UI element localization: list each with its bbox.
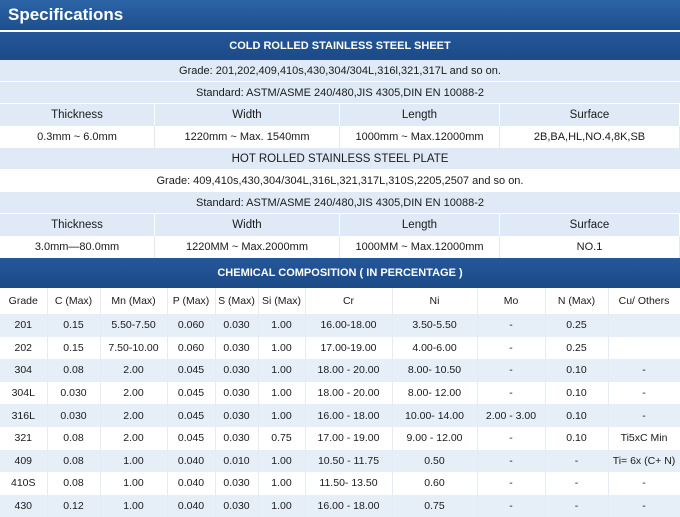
cell-cr: 11.50- 13.50 <box>305 472 392 495</box>
cell-s: 0.010 <box>215 450 258 473</box>
cell-grade: 304 <box>0 359 47 382</box>
cell-s: 0.030 <box>215 337 258 360</box>
cold-grade-line: Grade: 201,202,409,410s,430,304/304L,316l,321,317L and so on. <box>0 60 680 82</box>
table-row <box>0 337 680 360</box>
table-row <box>0 472 680 495</box>
cold-spec-value-row <box>0 126 680 148</box>
chem-header-row <box>0 288 680 314</box>
cell-others <box>608 337 680 360</box>
cell-mo: - <box>477 472 545 495</box>
cell-ni: 3.50-5.50 <box>392 314 477 337</box>
cell-si: 1.00 <box>258 450 305 473</box>
cell-c: 0.08 <box>47 450 100 473</box>
cell-n: 0.10 <box>545 427 608 450</box>
table-row <box>0 359 680 382</box>
cell-s: 0.030 <box>215 404 258 427</box>
cell-ni: 9.00 - 12.00 <box>392 427 477 450</box>
cell-others: - <box>608 382 680 405</box>
cell-si: 1.00 <box>258 314 305 337</box>
chemical-composition-table <box>0 288 680 517</box>
cell-ni: 8.00- 10.50 <box>392 359 477 382</box>
cell-si: 1.00 <box>258 359 305 382</box>
hot-spec-header-row <box>0 214 680 236</box>
cell-mo: - <box>477 495 545 517</box>
cell-cr: 16.00 - 18.00 <box>305 495 392 517</box>
hot-length-label: Length <box>340 214 500 236</box>
col-p: P (Max) <box>167 288 215 314</box>
cell-p: 0.040 <box>167 495 215 517</box>
cell-c: 0.08 <box>47 472 100 495</box>
cell-c: 0.030 <box>47 404 100 427</box>
cell-cr: 18.00 - 20.00 <box>305 359 392 382</box>
cell-n: 0.10 <box>545 382 608 405</box>
cell-si: 1.00 <box>258 472 305 495</box>
cell-si: 1.00 <box>258 404 305 427</box>
cell-si: 1.00 <box>258 337 305 360</box>
col-ni: Ni <box>392 288 477 314</box>
cell-s: 0.030 <box>215 472 258 495</box>
cell-ni: 0.75 <box>392 495 477 517</box>
cell-si: 0.75 <box>258 427 305 450</box>
cell-others: - <box>608 404 680 427</box>
cell-c: 0.08 <box>47 359 100 382</box>
cell-s: 0.030 <box>215 427 258 450</box>
chem-body <box>0 314 680 517</box>
cell-c: 0.12 <box>47 495 100 517</box>
cell-mo: - <box>477 450 545 473</box>
table-row <box>0 427 680 450</box>
cell-cr: 17.00 - 19.00 <box>305 427 392 450</box>
col-others: Cu/ Others <box>608 288 680 314</box>
cell-cr: 16.00-18.00 <box>305 314 392 337</box>
cell-others: - <box>608 495 680 517</box>
cold-width-label: Width <box>155 104 340 126</box>
cell-n: 0.10 <box>545 359 608 382</box>
cell-p: 0.060 <box>167 314 215 337</box>
cold-length-label: Length <box>340 104 500 126</box>
col-c: C (Max) <box>47 288 100 314</box>
hot-grade-line: Grade: 409,410s,430,304/304L,316L,321,317L,310S,2205,2507 and so on. <box>0 170 680 192</box>
col-s: S (Max) <box>215 288 258 314</box>
cold-spec-header-row <box>0 104 680 126</box>
cell-mn: 2.00 <box>100 427 167 450</box>
cell-ni: 0.60 <box>392 472 477 495</box>
cell-c: 0.030 <box>47 382 100 405</box>
cell-n: - <box>545 450 608 473</box>
cell-others: Ti= 6x (C+ N) <box>608 450 680 473</box>
hot-thickness-value: 3.0mm—80.0mm <box>0 236 155 258</box>
cell-mn: 2.00 <box>100 404 167 427</box>
cell-c: 0.15 <box>47 314 100 337</box>
cell-mn: 1.00 <box>100 472 167 495</box>
cold-length-value: 1000mm ~ Max.12000mm <box>340 126 500 148</box>
cold-standard-line: Standard: ASTM/ASME 240/480,JIS 4305,DIN EN 10088-2 <box>0 82 680 104</box>
cell-grade: 304L <box>0 382 47 405</box>
cell-mn: 1.00 <box>100 450 167 473</box>
cell-cr: 10.50 - 11.75 <box>305 450 392 473</box>
hot-surface-value: NO.1 <box>500 236 680 258</box>
cell-cr: 17.00-19.00 <box>305 337 392 360</box>
page-title: Specifications <box>0 0 680 30</box>
cell-mn: 5.50-7.50 <box>100 314 167 337</box>
col-cr: Cr <box>305 288 392 314</box>
cell-p: 0.045 <box>167 404 215 427</box>
cell-p: 0.060 <box>167 337 215 360</box>
cell-mo: 2.00 - 3.00 <box>477 404 545 427</box>
cell-others <box>608 314 680 337</box>
hot-width-value: 1220MM ~ Max.2000mm <box>155 236 340 258</box>
table-row <box>0 450 680 473</box>
cell-n: 0.25 <box>545 314 608 337</box>
table-row <box>0 495 680 517</box>
cell-mo: - <box>477 427 545 450</box>
cell-s: 0.030 <box>215 382 258 405</box>
cell-mo: - <box>477 359 545 382</box>
cell-s: 0.030 <box>215 495 258 517</box>
cold-surface-label: Surface <box>500 104 680 126</box>
cell-mo: - <box>477 337 545 360</box>
cold-thickness-value: 0.3mm ~ 6.0mm <box>0 126 155 148</box>
col-n: N (Max) <box>545 288 608 314</box>
cell-mo: - <box>477 314 545 337</box>
cell-cr: 16.00 - 18.00 <box>305 404 392 427</box>
cell-mn: 1.00 <box>100 495 167 517</box>
col-mn: Mn (Max) <box>100 288 167 314</box>
cell-n: 0.25 <box>545 337 608 360</box>
cell-ni: 8.00- 12.00 <box>392 382 477 405</box>
cell-ni: 10.00- 14.00 <box>392 404 477 427</box>
col-grade: Grade <box>0 288 47 314</box>
hot-length-value: 1000MM ~ Max.12000mm <box>340 236 500 258</box>
cell-p: 0.045 <box>167 427 215 450</box>
cell-si: 1.00 <box>258 382 305 405</box>
cold-thickness-label: Thickness <box>0 104 155 126</box>
cell-grade: 316L <box>0 404 47 427</box>
cell-s: 0.030 <box>215 359 258 382</box>
cell-grade: 409 <box>0 450 47 473</box>
cell-ni: 4.00-6.00 <box>392 337 477 360</box>
cell-p: 0.040 <box>167 450 215 473</box>
cell-c: 0.15 <box>47 337 100 360</box>
cell-cr: 18.00 - 20.00 <box>305 382 392 405</box>
hot-spec-value-row <box>0 236 680 258</box>
cold-width-value: 1220mm ~ Max. 1540mm <box>155 126 340 148</box>
chemical-composition-header: CHEMICAL COMPOSITION ( IN PERCENTAGE ) <box>0 258 680 288</box>
table-row <box>0 314 680 337</box>
cell-s: 0.030 <box>215 314 258 337</box>
cell-si: 1.00 <box>258 495 305 517</box>
col-si: Si (Max) <box>258 288 305 314</box>
cell-grade: 201 <box>0 314 47 337</box>
cell-others: Ti5xC Min <box>608 427 680 450</box>
cell-c: 0.08 <box>47 427 100 450</box>
cell-mn: 2.00 <box>100 359 167 382</box>
hot-standard-line: Standard: ASTM/ASME 240/480,JIS 4305,DIN EN 10088-2 <box>0 192 680 214</box>
cell-others: - <box>608 359 680 382</box>
table-row <box>0 404 680 427</box>
cell-mn: 2.00 <box>100 382 167 405</box>
hot-width-label: Width <box>155 214 340 236</box>
cell-n: 0.10 <box>545 404 608 427</box>
cell-n: - <box>545 472 608 495</box>
cell-p: 0.045 <box>167 359 215 382</box>
col-mo: Mo <box>477 288 545 314</box>
cold-surface-value: 2B,BA,HL,NO.4,8K,SB <box>500 126 680 148</box>
cell-grade: 202 <box>0 337 47 360</box>
cell-p: 0.045 <box>167 382 215 405</box>
cell-ni: 0.50 <box>392 450 477 473</box>
cell-grade: 410S <box>0 472 47 495</box>
hot-surface-label: Surface <box>500 214 680 236</box>
cold-rolled-header: COLD ROLLED STAINLESS STEEL SHEET <box>0 32 680 60</box>
cell-p: 0.040 <box>167 472 215 495</box>
hot-thickness-label: Thickness <box>0 214 155 236</box>
cell-grade: 430 <box>0 495 47 517</box>
cell-grade: 321 <box>0 427 47 450</box>
table-row <box>0 382 680 405</box>
cell-mn: 7.50-10.00 <box>100 337 167 360</box>
cell-others: - <box>608 472 680 495</box>
cell-mo: - <box>477 382 545 405</box>
cell-n: - <box>545 495 608 517</box>
hot-rolled-header: HOT ROLLED STAINLESS STEEL PLATE <box>0 148 680 170</box>
